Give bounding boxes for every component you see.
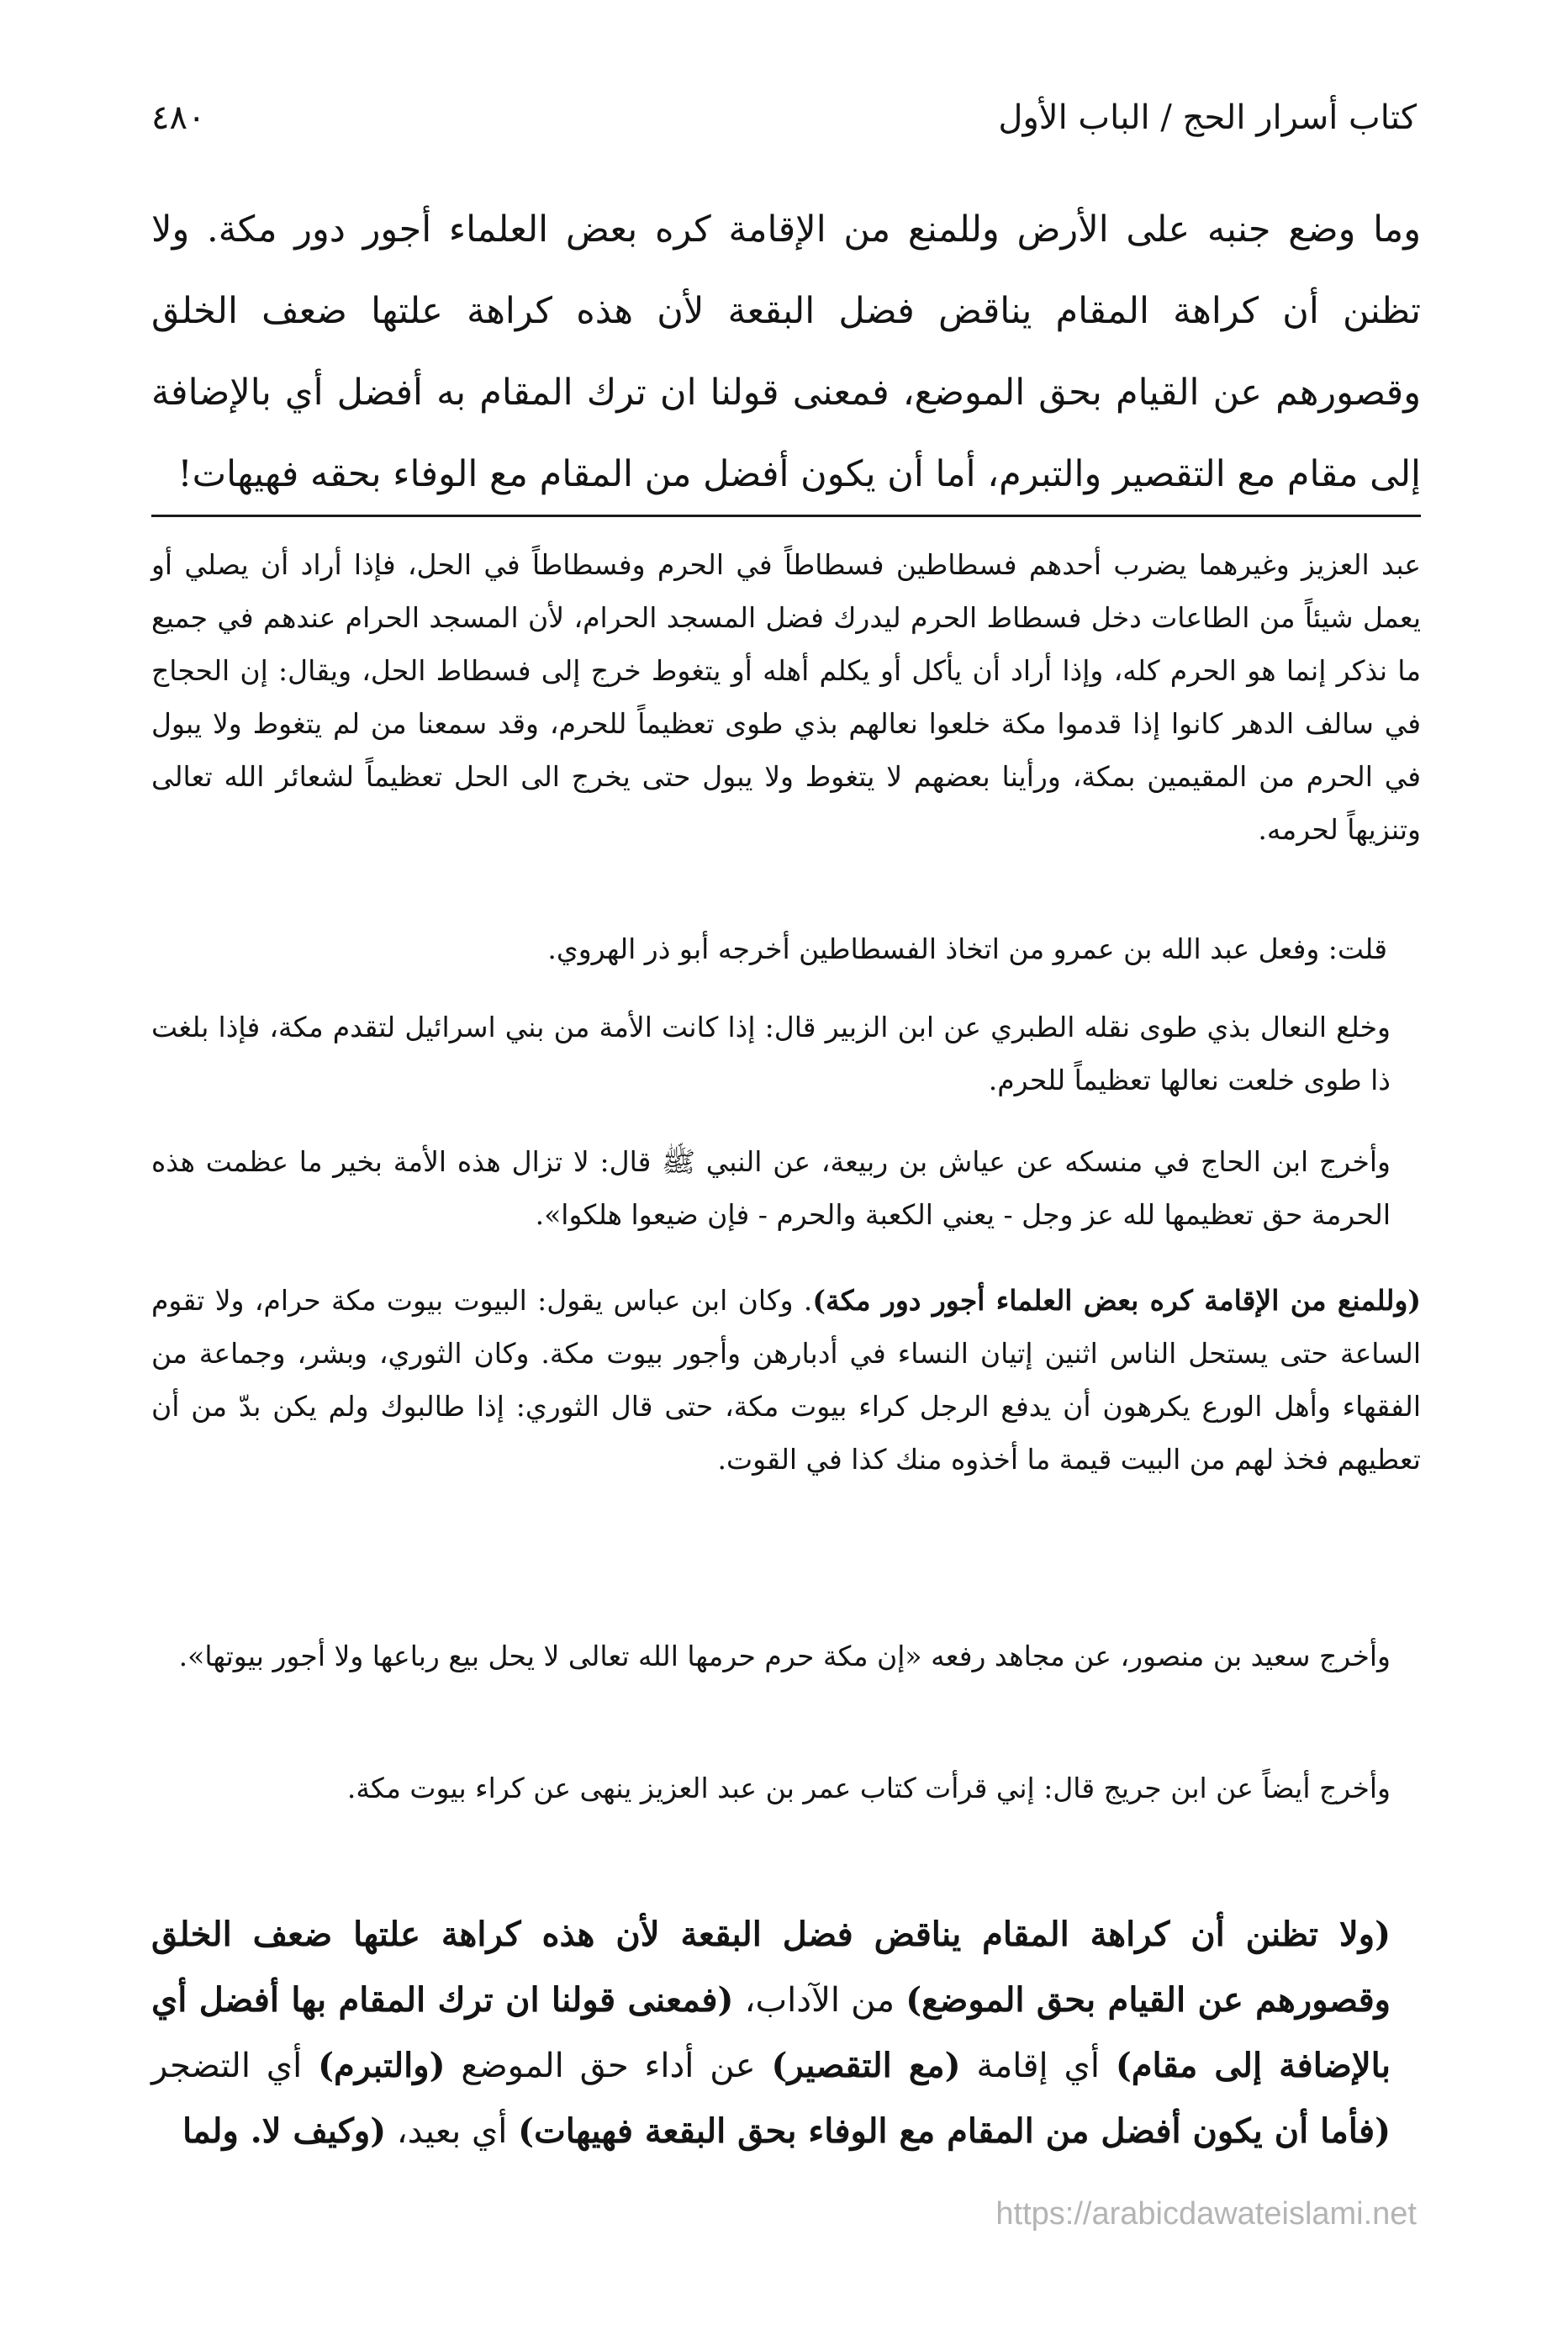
quoted-matn: (مع التقصير) [771,2046,961,2085]
quoted-matn: (ولا تظنن أن كراهة المقام يناقض فضل البقعة لأن هذه كراهة علتها ضعف الخلق وقصورهم عن القيام بحق الموضع) [151,1915,1391,2020]
commentary-text: أي التضجر [151,2047,319,2085]
footnote-paragraph [151,538,1421,856]
commentary-paragraph [151,1902,1421,2164]
footnote-paragraph [151,1762,1421,1815]
footnote-paragraph [151,1630,1421,1683]
footnote-text: قلت: وفعل عبد الله بن عمرو من اتخاذ الفسطاطين أخرجه أبو ذر الهروي. [547,932,1387,965]
main-paragraph: وما وضع جنبه على الأرض وللمنع من الإقامة كره بعض العلماء أجور دور مكة. ولا تظنن أن كراهة المقام يناقض فضل البقعة لأن هذه كراهة علتها ضعف الخلق وقصورهم عن القيام بحق الموضع، فمعنى قولنا ان ترك المقام به أفضل أي بالإضافة إلى مقام مع التقصير والتبرم، أما أن يكون أفضل من المقام مع الوفاء بحقه فهيهات! [151,209,1421,495]
quoted-matn: (فمعنى قولنا ان ترك المقام بها أفضل أي بالإضافة إلى مقام) [151,1980,1391,2085]
running-title: كتاب أسرار الحج / الباب الأول [998,98,1417,137]
footnote-text: وخلع النعال بذي طوى نقله الطبري عن ابن الزبير قال: إذا كانت الأمة من بني اسرائيل لتقدم مكة، فإذا بلغت ذا طوى خلعت نعالها تعظيماً للحرم. [151,1011,1391,1096]
quoted-matn: (وللمنع من الإقامة كره بعض العلماء أجور دور مكة) [812,1284,1421,1317]
footnote-text: وأخرج أيضاً عن ابن جريج قال: إني قرأت كتاب عمر بن عبد العزيز ينهى عن كراء بيوت مكة. [346,1772,1391,1804]
commentary-text: . وكان ابن عباس يقول: البيوت بيوت مكة حرام، ولا تقوم الساعة حتى يستحل الناس اثنين إتيان النساء في أدبارهن وأجور بيوت مكة. وكان الثوري، وبشر، وجماعة من الفقهاء وأهل الورع يكرهون أن يدفع الرجل كراء بيوت مكة، حتى قال الثوري: إذا طالبوك ولم يكن بدّ من أن تعطيهم فخذ لهم من البيت قيمة ما أخذوه منك كذا في القوت. [151,1284,1421,1476]
footnote-text: وأخرج سعيد بن منصور، عن مجاهد رفعه «إن مكة حرم حرمها الله تعالى لا يحل بيع رباعها ولا أجور بيوتها». [178,1640,1391,1672]
quoted-matn: (والتبرم) [318,2046,446,2085]
commentary-text: عن أداء حق الموضع [445,2047,772,2085]
footnote-text [151,1274,1421,1486]
commentary-section [151,1902,1421,2164]
quoted-matn: (وكيف لا. ولما [182,2111,387,2151]
footnote-paragraph [151,1135,1421,1241]
footnote-paragraph [151,1274,1421,1486]
footnote-text: عبد العزيز وغيرهما يضرب أحدهم فسطاطين فسطاطاً في الحرم وفسطاطاً في الحل، فإذا أراد أن يصلي أو يعمل شيئاً من الطاعات دخل فسطاط الحرم ليدرك فضل المسجد الحرام، لأن المسجد الحرام عندهم في جميع ما نذكر إنما هو الحرم كله، وإذا أراد أن يأكل أو يكلم أهله أو يتغوط خرج إلى فسطاط الحل، ويقال: إن الحجاج في سالف الدهر كانوا إذا قدموا مكة خلعوا نعالهم بذي طوى تعظيماً للحرم، وقد سمعنا من لم يتغوط ولا يبول في الحرم من المقيمين بمكة، ورأينا بعضهم لا يتغوط ولا يبول حتى يخرج الى الحل تعظيماً لشعائر الله تعالى وتنزيهاً لحرمه. [151,548,1421,846]
footnote-divider [151,515,1421,517]
commentary-text: أي بعيد، [386,2112,519,2151]
footnote-paragraph [151,922,1421,975]
main-text [151,189,1421,515]
footnote-text: وأخرج ابن الحاج في منسكه عن عياش بن ربيعة، عن النبي ﷺ قال: لا تزال هذه الأمة بخير ما عظمت هذه الحرمة حق تعظيمها لله عز وجل - يعني الكعبة والحرم - فإن ضيعوا هلكوا». [151,1145,1391,1231]
page-number: ٤٨٠ [151,98,206,137]
page-header [151,92,1417,151]
watermark-url: https://arabicdawateislami.net [995,2196,1417,2232]
footnote-paragraph [151,1001,1421,1107]
commentary-text: من الآداب، [733,1981,906,2020]
commentary-text: أي إقامة [960,2047,1116,2085]
quoted-matn: (فأما أن يكون أفضل من المقام مع الوفاء بحق البقعة فهيهات) [518,2111,1391,2151]
